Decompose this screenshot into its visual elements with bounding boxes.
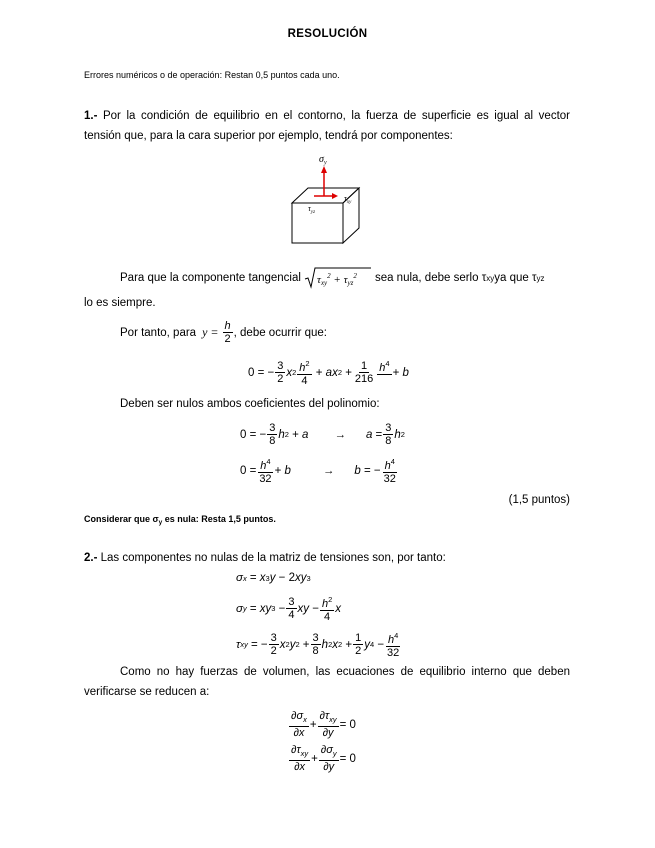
tangential-line	[120, 266, 545, 290]
tangential-text-mid: ya que τ	[494, 272, 537, 284]
section2-body-text: Como no hay fuerzas de volumen, las ecuaciones de equilibrio interno que deben verificarse se reducen a:	[84, 666, 570, 698]
coefficients-text: Deben ser nulos ambos coeficientes del polinomio:	[120, 398, 380, 410]
section1-text: Por la condición de equilibrio en el contorno, la fuerza de superficie es igual al vector tensión que, para la cara superior por ejemplo, tendrá por componentes:	[84, 110, 570, 142]
sqrt-expression	[304, 266, 372, 290]
section1-points: (1,5 puntos)	[508, 494, 570, 506]
tau-yz-label: $\tau_{yz}$	[308, 204, 316, 215]
sigma-y-label: $\sigma_y$	[319, 154, 327, 166]
tangential-text-post: sea nula, debe serlo τ	[374, 272, 487, 284]
tau-xy-label: $\tau_{xy}$	[344, 194, 352, 205]
tau-xy-equation: τ xy = − $\frac{3}{2}$ x 2 y 2 + $\frac{3}{8}$ h 2 x 2 + $\frac{1}{2}$ y 4 − $\frac{h^4}{32}$	[236, 631, 400, 659]
cube-front-face	[292, 203, 343, 243]
sigma-y-arrowhead	[321, 166, 327, 173]
sigma-x-equation: σ x = x 3 y − 2xy 3	[236, 572, 311, 584]
section2-number: 2.-	[84, 552, 98, 564]
therefore-text-post: , debe ocurrir que:	[233, 326, 327, 339]
section1-paragraph	[84, 106, 570, 146]
section2-text: Las componentes no nulas de la matriz de tensiones son, por tanto:	[97, 552, 446, 564]
sigma-y-equation: σ y = xy 3 − $\frac{3}{4}$ xy − $\frac{h^2}{4}$ x	[236, 595, 341, 623]
consider-note: Considerar que $\sigma_y$ es nula: Resta 1,5 puntos.	[84, 514, 276, 526]
equation-a: 0 = − $\frac{3}{8}$ h 2 + a → a = $\frac{3}{8}$ h 2	[240, 422, 405, 447]
tau-xy-sub: xy	[486, 273, 495, 283]
therefore-line	[120, 320, 327, 345]
polynomial-equation: 0 = − $\frac{3}{2}$ x 2 $\frac{h^2}{4}$ + ax 2 + $\frac{1}{216}$ $h^4$ + b	[248, 359, 409, 387]
tau-yz-sub: yz	[536, 273, 545, 283]
equation-b: 0 = $\frac{h^4}{32}$ + b → b = − $\frac{h^4}{32}$	[240, 457, 396, 485]
stress-cube-figure	[280, 150, 370, 250]
page-title: RESOLUCIÓN	[287, 28, 368, 40]
section1-number: 1.-	[84, 110, 98, 122]
y-eq-h-half: y =	[202, 325, 219, 339]
therefore-text-pre: Por tanto, para	[120, 326, 197, 339]
section2-paragraph	[84, 548, 570, 568]
grading-note: Errores numéricos o de operación: Restan 0,5 puntos cada uno.	[84, 70, 340, 80]
tangential-continuation: lo es siempre.	[84, 297, 156, 309]
tau-arrowhead	[332, 193, 338, 199]
equilibrium-equation-2: $\frac{\partial\tau_{xy}}{\partial x}$ + $\frac{\partial\sigma_y}{\partial y}$ = 0	[291, 744, 356, 773]
tangential-text-pre: Para que la componente tangencial	[120, 272, 301, 284]
frac-h-2: $\frac{h}{2}$	[224, 320, 231, 345]
sqrt-content: τxy$^2$ + τyz$^2$	[316, 272, 357, 287]
equilibrium-equation-1: $\frac{\partial\sigma_x}{\partial x}$ + $\frac{\partial\tau_{xy}}{\partial y}$ = 0	[291, 710, 356, 739]
